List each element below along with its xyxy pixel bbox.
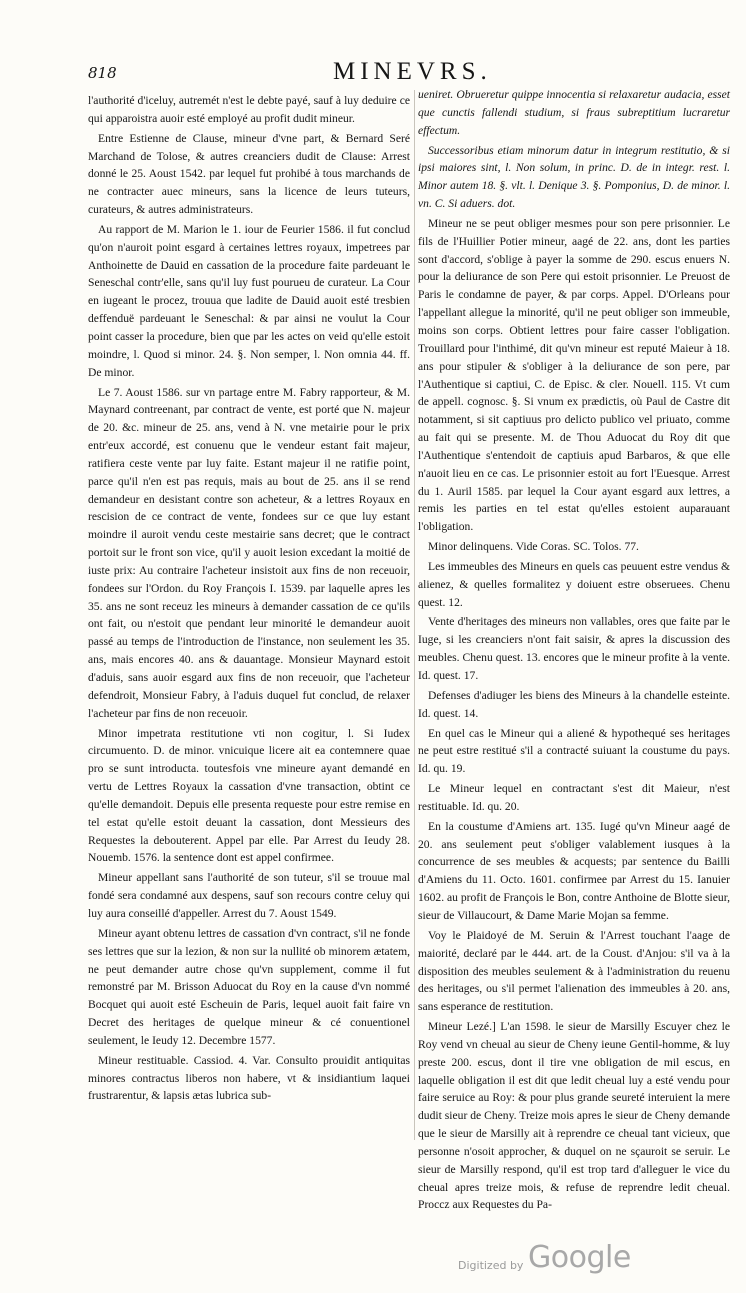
paragraph: Mineur appellant sans l'authorité de son tuteur, s'il se trouue mal fondé sera condamné aux despens, sauf son recours contre celuy qui luy aura conseillé d'appeller. Arrest du 7. Aoust 1549. — [88, 871, 410, 920]
paragraph: En la coustume d'Amiens art. 135. Iugé qu'vn Mineur aagé de 20. ans seulement peut s'obliger valablement iusques à la concurrence de ses meubles & acquests; par sentence du Bailli d'Amiens du 11. Octo. 1601. confirmee par Arrest du 15. Ianuier 1602. au profit de François le Bon, contre Anthoine de Blotte sieur, sieur de Villaucourt, & Dame Marie Mojan sa femme. — [418, 819, 730, 922]
paragraph: Vente d'heritages des mineurs non vallables, ores que faite par le Iuge, si les creanciers n'ont fait saisir, & apres la discussion des meubles. Chenu quest. 13. encores que le mineur profite à la vente. Id. quest. 17. — [418, 615, 730, 682]
page-header — [88, 60, 728, 88]
column-divider — [414, 90, 415, 1140]
paragraph: Le 7. Aoust 1586. sur vn partage entre M. Fabry rapporteur, & M. Maynard contreenant, par contract de vente, est porté que N. majeur de 20. &c. mineur de 25. ans, vend à N. vne metairie pour le prix entr'eux accordé, est conuenu que le vendeur estant fait majeur, ratifiera ceste vente par luy faite. Estant majeur il ne ratifie point, parce qu'il n'en est pas requis, mais au bout de 25. ans il se rend demandeur en desistant contre son acheteur, & a lettres Royaux en rescision de ce contract de vente, fondees sur ce que luy estant moindre il auroit vendu ceste mestairie sans decret; que le contract portoit sur le front son vice, qu'il y auoit lesion excedant la moitié de iuste prix: Au contraire l'acheteur insistoit aux fins de non receuoir, fondees sur l'Ordon. du Roy François I. 1539. par laquelle apres les 35. ans ne sont receuz les mineurs à demander cassation de ce qu'ils ont fait, ou n'estoit que pendant leur minorité le demandeur auoit passé au temps de l'introduction de l'instance, non seulement les 35. ans, mais encores 40. ans & dauantage. Monsieur Maynard estoit d'aduis, sans auoir esgard aux fins de non receuoir, que l'acheteur defendroit, Monsieur Fabry, à l'aduis duquel fut conclud, de relaxer l'acheteur par fins de non receuoir. — [88, 385, 410, 720]
digitized-footer — [458, 1240, 658, 1280]
paragraph: Entre Estienne de Clause, mineur d'vne part, & Bernard Seré Marchand de Tolose, & autres creanciers dudit de Clause: Arrest donné le 25. Aoust 1542. par lequel fut prohibé à tous marchands de ne contracter auec mineurs, sans la licence de leurs tuteurs, curateurs, & autres administrateurs. — [88, 131, 410, 217]
paragraph: Au rapport de M. Marion le 1. iour de Feurier 1586. il fut conclud qu'on n'auroit point esgard à certaines lettres royaux, impetrees par Anthoinette de Dauid en cassation de la procedure faite pardeuant le Seneschal contr'elle, sans qu'il luy fust pourueu de curateur. La Cour en iugeant le procez, trouua que ladite de Dauid auoit esté tresbien deffenduë pardeuant le Seneschal: & par ainsi ne voulut la Cour point casser la procedure, bien que par les actes on veid qu'elle estoit moindre, l. Quod si minor. 24. §. Non semper, l. Non omnia 44. ff. De minor. — [88, 222, 410, 379]
paragraph: l'authorité d'iceluy, autremét n'est le debte payé, sauf à luy deduire ce qui apparoistra auoir esté employé au profit dudit mineur. — [88, 94, 410, 125]
right-column — [418, 86, 730, 1216]
paragraph: Le Mineur lequel en contractant s'est dit Maieur, n'est restituable. Id. qu. 20. — [418, 782, 730, 813]
left-column — [88, 92, 410, 1107]
paragraph: Mineur restituable. Cassiod. 4. Var. Consulto prouidit antiquitas minores contractus liberos non habere, vt & insidiantium laquei frustrarentur, & lapsis ætas lubrica sub- — [88, 1053, 410, 1103]
running-head: MINEVRS. — [333, 58, 492, 85]
google-logo: Google — [528, 1240, 631, 1275]
digitized-by-label: Digitized by — [458, 1259, 524, 1272]
page-number: 818 — [88, 64, 117, 82]
paragraph: Minor delinquens. Vide Coras. SC. Tolos. 77. — [428, 540, 639, 554]
paragraph: Defenses d'adiuger les biens des Mineurs à la chandelle esteinte. Id. quest. 14. — [418, 688, 730, 720]
paragraph: Mineur Lezé.] L'an 1598. le sieur de Marsilly Escuyer chez le Roy vend vn cheual au sieur de Cheny ieune Gentil-homme, & luy preste 200. escus, dont il tire vne obligation de mil escus, en laquelle obligation il est dit que ledit cheual luy a esté vendu pour faire seruice au Roy: & pour plus grande seureté interuient la mere dudit sieur de Cheny. Treize mois apres le sieur de Cheny demande que le sieur de Marsilly ait à reprendre ce cheual tant vicieux, que personne n'osoit approcher, & duquel on ne sçauroit se seruir. Le sieur de Marsilly respond, qu'il est trop tard d'alleguer le vice du cheual apres treize mois, & refuse de reprendre ledit cheual. Proccz aux Requestes du Pa- — [418, 1020, 730, 1212]
paragraph: Voy le Plaidoyé de M. Seruin & l'Arrest touchant l'aage de maiorité, declaré par le 444. art. de la Coust. d'Anjou: s'il va à la disposition des meubles seulement & à l'administration du reuenu des heritages, ou s'il permet l'alienation des immeubles à 20. ans, sans esperance de restitution. — [418, 928, 730, 1014]
paragraph: Mineur ayant obtenu lettres de cassation d'vn contract, s'il ne fonde ses lettres que sur la lezion, & non sur la nullité ob minorem ætatem, ne peut demander autre chose qu'vn supplement, comme il fut remonstré par M. Brisson Aduocat du Roy en la cause d'vn nommé Bocquet qui auoit esté Escheuin de Paris, lequel auoit fait faire vn Decret des heritages de quelque mineur & cé conuentionel seulement, le Ieudy 12. Decembre 1577. — [88, 926, 410, 1047]
paragraph: En quel cas le Mineur qui a aliené & hypothequé ses heritages ne peut estre restitué s'il a contracté suiuant la coustume du pays. Id. qu. 19. — [418, 726, 730, 776]
paragraph: Les immeubles des Mineurs en quels cas peuuent estre vendus & alienez, & quelles formalitez y doiuent estre obseruees. Chenu quest. 12. — [418, 559, 730, 609]
paragraph: ueniret. Obrueretur quippe innocentia si relaxaretur audacia, esset que cunctis fallendi studium, si fraus subreptitium lucraretur effectum. — [418, 88, 730, 137]
paragraph: Mineur ne se peut obliger mesmes pour son pere prisonnier. Le fils de l'Huillier Potier mineur, aagé de 22. ans, dont les parties sont d'accord, s'oblige à payer la somme de 290. escus enuers N. pour la deliurance de son Pere qui estoit prisonnier. Le Preuost de Paris le condamne de payer, & par corps. Appel. D'Orleans pour l'appellant allegue la minorité, qu'il ne peut obliger son immeuble, moins son corps. Obtient lettres pour faire casser l'obligation. Trouillard pour l'inthimé, dit qu'vn mineur est reputé Maieur à 18. ans pour stipuler & s'obliger à la deliurance de son pere, par l'Authentique si captiui, C. de Episc. & cler. Nouell. 115. Vt cum de appell. cognosc. §. Si vnum ex prædictis, où Paul de Castre dit notamment, si sit captiuus pro delicto publico vel priuato, comme au fait qui se presente. M. de Thou Aduocat du Roy dit que l'Authentique s'entendoit de captiuis apud Barbaros, & que elle n'auoit lieu en ce cas. Le prisonnier estoit au fort l'Euesque. Arrest du 1. Auril 1585. par lequel la Cour ayant esgard aux lettres, a remis les parties en tel estat qu'elles estoient auparauant l'obligation. — [418, 216, 730, 534]
paragraph: Successoribus etiam minorum datur in integrum restitutio, & si ipsi maiores sint, l. Non solum, in princ. D. de in integr. rest. l. Minor autem 18. §. vlt. l. Denique 3. §. Pomponius, D. de minor. l. vn. C. Si aduers. dot. — [418, 143, 730, 211]
paragraph: Minor impetrata restitutione vti non cogitur, l. Si Iudex circumuento. D. de minor. vnicuique licere ait ea contemnere quae pro se sunt introducta. toutesfois vne mineure ayant demandé en vertu de Lettres Royaux la cassation d'vne transaction, obtint ce qu'elle demandoit. Depuis elle presenta requeste pour estre remise en tel estat qu'elle estoit deuant la cassation, dont Messieurs des Requestes la debouterent. Appel par elle. Par Arrest du Ieudy 28. Nouemb. 1576. la sentence dont est appel confirmee. — [88, 726, 410, 865]
